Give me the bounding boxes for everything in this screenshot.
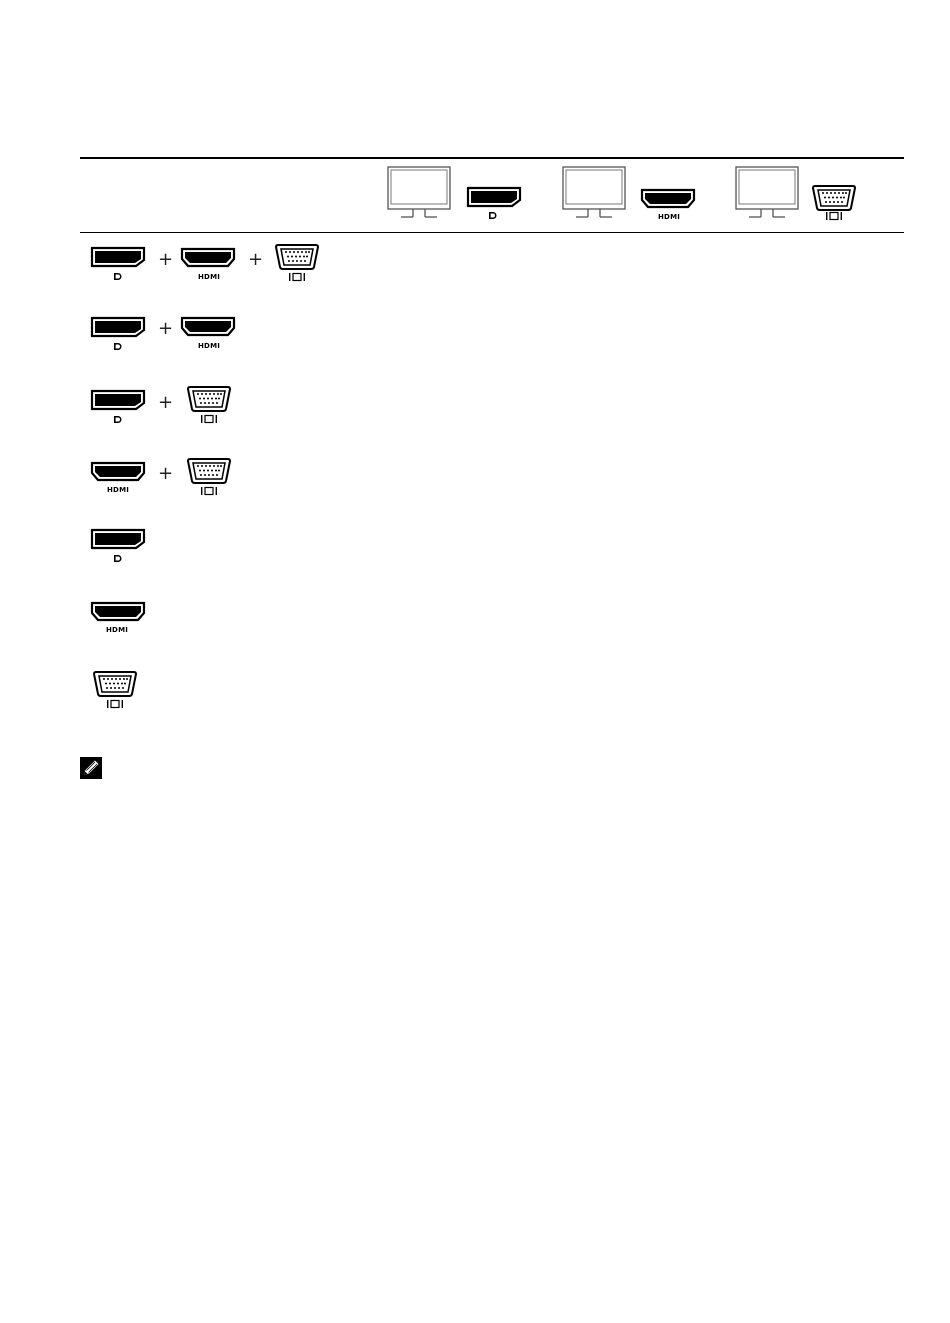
plus-sign: + (158, 318, 174, 339)
list-item (88, 244, 348, 304)
displayport-icon (90, 389, 148, 425)
list-item (88, 528, 158, 588)
monitor-icon (387, 166, 453, 222)
hdmi-label: HDMI (658, 213, 681, 221)
vga-port-icon (92, 671, 138, 709)
hdmi-port-icon (90, 601, 148, 623)
hdmi-label: HDMI (198, 273, 221, 281)
list-item (88, 671, 158, 731)
monitor-icon (735, 166, 801, 222)
plus-sign: + (158, 463, 174, 484)
list-item (88, 458, 248, 518)
vga-port-icon (186, 458, 232, 496)
hdmi-label: HDMI (106, 626, 129, 634)
hdmi-port-icon (180, 316, 238, 338)
hdmi-label: HDMI (107, 486, 130, 494)
plus-sign: + (158, 249, 174, 270)
displayport-icon (90, 528, 148, 564)
list-item (88, 601, 158, 661)
hdmi-port-icon (640, 188, 698, 210)
vga-port-icon (186, 386, 232, 424)
displayport-icon (90, 246, 148, 282)
monitor-icon (562, 166, 628, 222)
list-item (88, 386, 248, 446)
hdmi-port-icon (90, 461, 148, 483)
vga-port-icon (274, 244, 320, 282)
list-item (88, 316, 248, 376)
table-header-rule (80, 232, 904, 233)
displayport-icon (466, 186, 524, 222)
hdmi-label: HDMI (198, 342, 221, 350)
displayport-icon (90, 316, 148, 352)
plus-sign: + (158, 392, 174, 413)
table-top-rule (80, 157, 904, 159)
vga-port-icon (811, 185, 857, 221)
note-pencil-icon (80, 757, 102, 779)
hdmi-port-icon (180, 247, 238, 269)
plus-sign: + (248, 249, 264, 270)
